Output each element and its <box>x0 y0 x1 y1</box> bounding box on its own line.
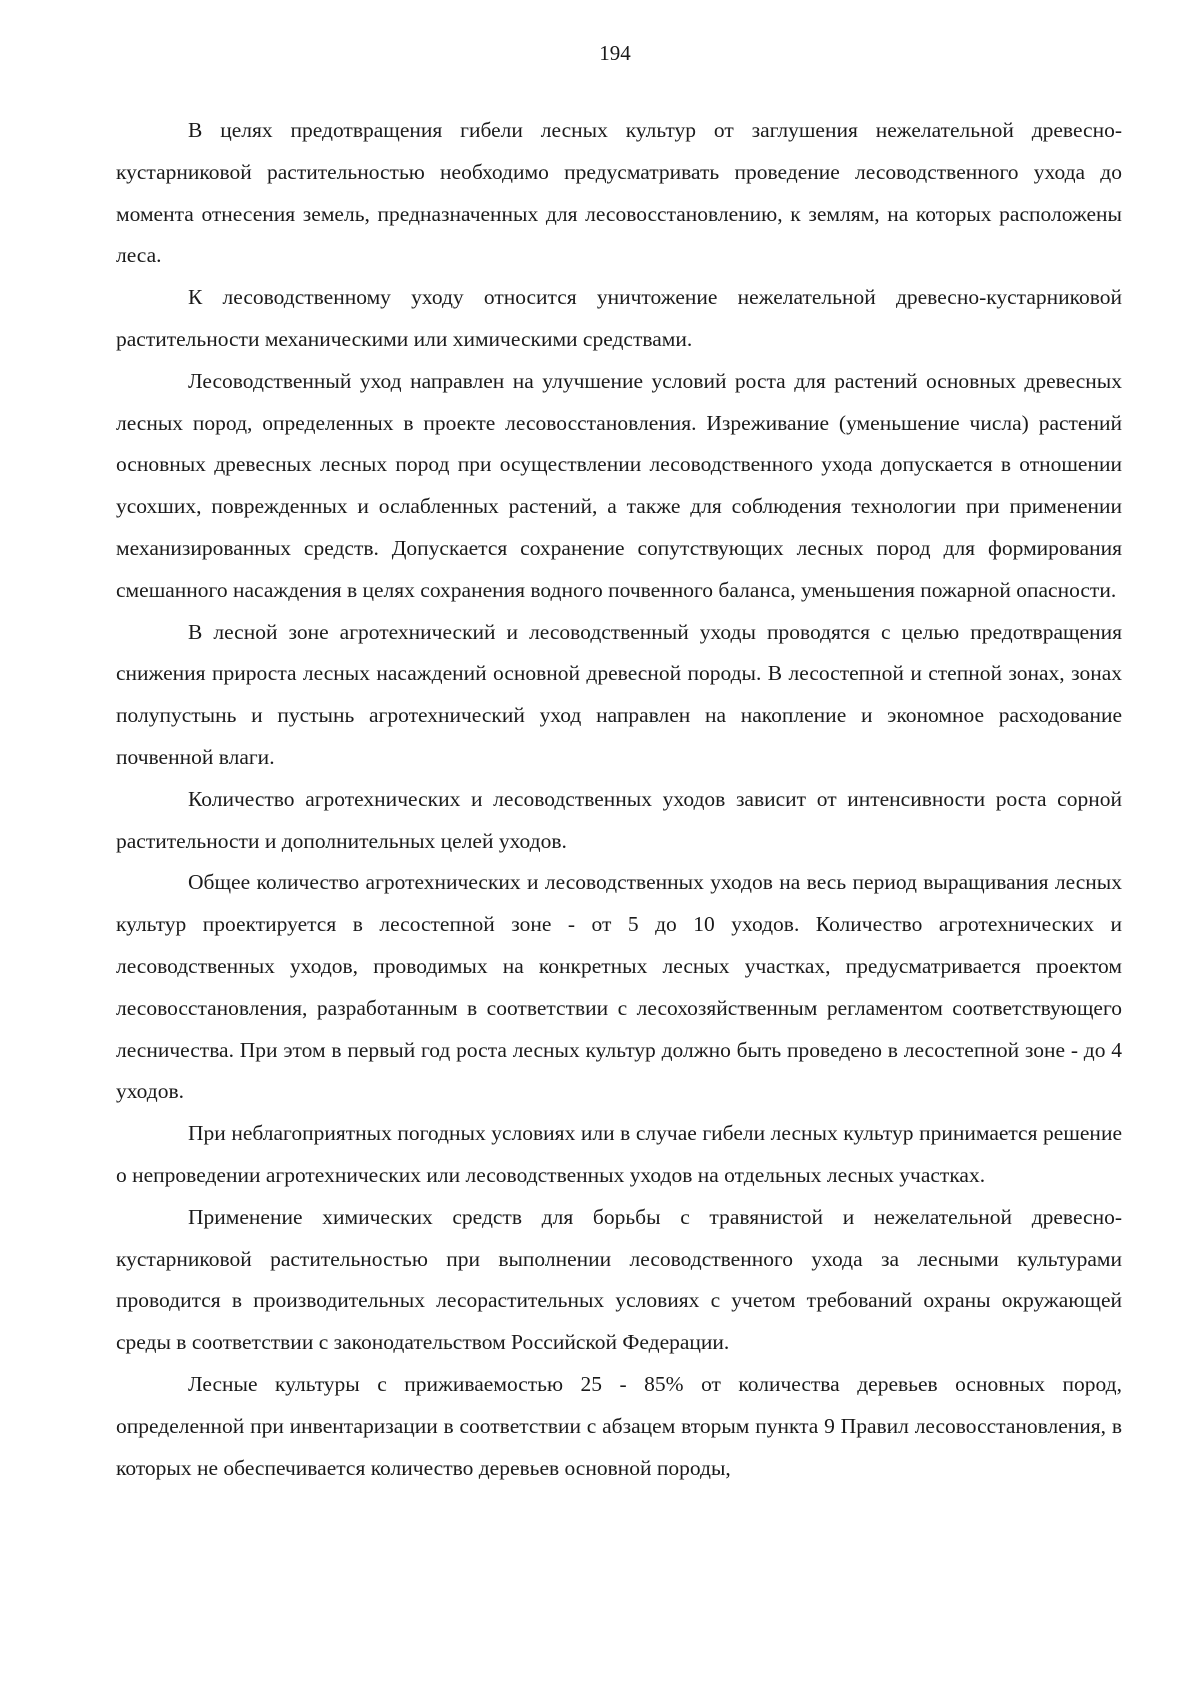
paragraph: Лесоводственный уход направлен на улучшение условий роста для растений основных древесных лесных пород, определенных в проекте лесовосстановления. Изреживание (уменьшение числа) растений основных древесных лесных пород при осуществлении лесоводственного ухода допускается в отношении усохших, поврежденных и ослабленных растений, а также для соблюдения технологии при применении механизированных средств. Допускается сохранение сопутствующих лесных пород для формирования смешанного насаждения в целях сохранения водного почвенного баланса, уменьшения пожарной опасности. <box>116 368 1122 602</box>
paragraph: Общее количество агротехнических и лесоводственных уходов на весь период выращивания лесных культур проектируется в лесостепной зоне - от 5 до 10 уходов. Количество агротехнических и лесоводственных уходов, проводимых на конкретных лесных участках, предусматривается проектом лесовосстановления, разработанным в соответствии с лесохозяйственным регламентом соответствующего лесничества. При этом в первый год роста лесных культур должно быть проведено в лесостепной зоне - до 4 уходов. <box>116 870 1122 1104</box>
paragraph: Количество агротехнических и лесоводственных уходов зависит от интенсивности роста сорной растительности и дополнительных целей уходов. <box>116 786 1122 853</box>
paragraph: При неблагоприятных погодных условиях или в случае гибели лесных культур принимается решение о непроведении агротехнических или лесоводственных уходов на отдельных лесных участках. <box>116 1121 1122 1187</box>
document-body <box>116 110 1122 1489</box>
paragraph: В целях предотвращения гибели лесных культур от заглушения нежелательной древесно-кустарниковой растительностью необходимо предусматривать проведение лесоводственного ухода до момента отнесения земель, предназначенных для лесовосстановлению, к землям, на которых расположены леса. <box>116 118 1122 268</box>
paragraph: К лесоводственному уходу относится уничтожение нежелательной древесно-кустарниковой растительности механическими или химическими средствами. <box>116 285 1122 351</box>
paragraph: В лесной зоне агротехнический и лесоводственный уходы проводятся с целью предотвращения снижения прироста лесных насаждений основной древесной породы. В лесостепной и степной зонах, зонах полупустынь и пустынь агротехнический уход направлен на накопление и экономное расходование почвенной влаги. <box>116 619 1122 769</box>
paragraph: Применение химических средств для борьбы с травянистой и нежелательной древесно-кустарниковой растительностью при выполнении лесоводственного ухода за лесными культурами проводится в производительных лесорастительных условиях с учетом требований охраны окружающей среды в соответствии с законодательством Российской Федерации. <box>116 1204 1122 1355</box>
paragraph: Лесные культуры с приживаемостью 25 - 85% от количества деревьев основных пород, определенной при инвентаризации в соответствии с абзацем вторым пункта 9 Правил лесовосстановления, в которых не обеспечивается количество деревьев основной породы, <box>116 1371 1122 1480</box>
page-number: 194 <box>599 41 631 65</box>
